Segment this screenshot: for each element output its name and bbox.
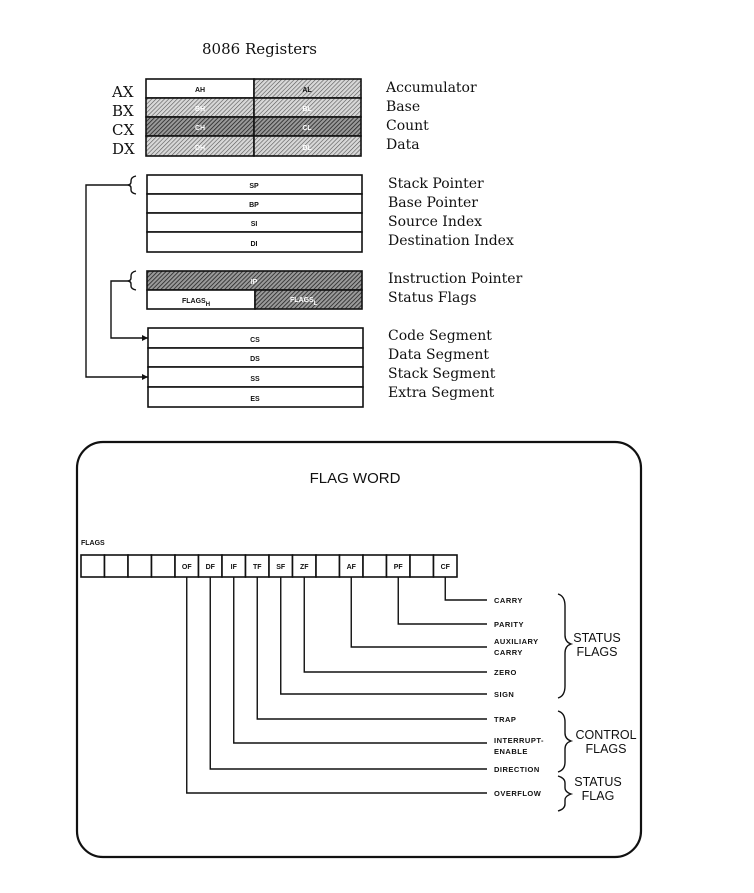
- register-description: Data Segment: [388, 347, 490, 363]
- register-description: Count: [386, 118, 429, 134]
- register-label: SP: [249, 183, 259, 190]
- flag-word-panel: [77, 442, 641, 857]
- flag-bit-label: CF: [440, 564, 450, 571]
- flag-bit-cell: [152, 555, 176, 577]
- register-description: Code Segment: [388, 328, 492, 344]
- flag-bit-label: SF: [276, 564, 286, 571]
- register-label: ES: [250, 396, 260, 403]
- register-description: Destination Index: [388, 233, 514, 249]
- segment-connectors: [86, 176, 148, 380]
- flag-name-label: AUXILIARY CARRY: [494, 637, 539, 657]
- brace-pointer: [127, 176, 136, 194]
- register-name: AX: [112, 83, 134, 101]
- register-description: Instruction Pointer: [388, 271, 523, 287]
- flags-register-label: FLAGS: [81, 540, 105, 547]
- control-registers: [147, 271, 523, 309]
- register-low-label: DL: [302, 145, 312, 152]
- flag-name-label: INTERRUPT-ENABLE: [494, 736, 544, 756]
- brace-control: [127, 271, 136, 290]
- register-description: Data: [386, 137, 420, 153]
- register-name: BX: [112, 102, 134, 120]
- register-label: SI: [250, 221, 258, 228]
- register-low-label: BL: [302, 106, 312, 113]
- arrow-stack: [142, 374, 148, 380]
- register-dx: [112, 136, 420, 158]
- flag-bit-cell: [316, 555, 340, 577]
- register-description: Stack Segment: [388, 366, 496, 382]
- flag-bit-cell: [128, 555, 152, 577]
- flag-bit-label: ZF: [299, 564, 309, 571]
- flag-word-title: FLAG WORD: [309, 470, 401, 487]
- flag-name-label: PARITY: [494, 620, 524, 629]
- group-label-status-flag: STATUS FLAG: [574, 775, 622, 803]
- flag-bit-label: AF: [346, 564, 356, 571]
- register-high-label: CH: [194, 125, 206, 132]
- register-low-label: AL: [302, 87, 312, 94]
- flag-bit-cell: [81, 555, 105, 577]
- flag-name-label: OVERFLOW: [494, 789, 542, 798]
- register-name: CX: [112, 121, 135, 139]
- register-description: Accumulator: [386, 80, 477, 96]
- flag-bit-label: TF: [252, 564, 262, 571]
- register-label: DS: [250, 356, 260, 363]
- flag-word-frame: [77, 442, 641, 857]
- register-low-label: CL: [302, 125, 312, 132]
- group-label-status-flags: STATUS FLAGS: [573, 631, 621, 659]
- flag-bits-row: [81, 555, 457, 577]
- register-description: Extra Segment: [388, 385, 495, 401]
- diagram-title: 8086 Registers: [202, 40, 317, 58]
- register-label: SS: [250, 376, 260, 383]
- register-high-label: BH: [194, 106, 206, 113]
- flag-name-label: SIGN: [494, 690, 515, 699]
- pointer-index-registers: [147, 175, 514, 252]
- flag-name-label: TRAP: [494, 715, 517, 724]
- flag-bit-label: DF: [205, 564, 215, 571]
- register-description: Base: [386, 99, 421, 115]
- flags-high-label: FLAGSH: [182, 298, 211, 308]
- register-description: Source Index: [388, 214, 482, 230]
- register-label: BP: [249, 202, 259, 209]
- register-high-label: AH: [194, 87, 206, 94]
- arrow-code: [142, 335, 148, 341]
- register-description: Status Flags: [388, 290, 477, 306]
- register-description: Base Pointer: [388, 195, 478, 211]
- group-label-control-flags: CONTROL FLAGS: [575, 728, 637, 756]
- flag-name-label: DIRECTION: [494, 765, 540, 774]
- flag-name-label: ZERO: [494, 668, 517, 677]
- flag-bit-label: IF: [230, 564, 237, 571]
- flag-bit-label: PF: [393, 564, 403, 571]
- register-label: DI: [250, 241, 258, 248]
- register-label: IP: [250, 279, 258, 286]
- register-description: Stack Pointer: [388, 176, 484, 192]
- flag-bit-label: OF: [181, 564, 192, 571]
- flag-bit-cell: [410, 555, 434, 577]
- flag-bit-cell: [363, 555, 387, 577]
- register-name: DX: [112, 140, 135, 158]
- register-high-label: DH: [194, 145, 206, 152]
- general-registers: [111, 79, 477, 158]
- segment-registers: [148, 328, 496, 407]
- register-label: CS: [250, 337, 260, 344]
- flags-low-label: FLAGSL: [290, 297, 318, 307]
- flag-name-label: CARRY: [494, 596, 523, 605]
- connector-code: [111, 281, 148, 338]
- flag-bit-cell: [105, 555, 129, 577]
